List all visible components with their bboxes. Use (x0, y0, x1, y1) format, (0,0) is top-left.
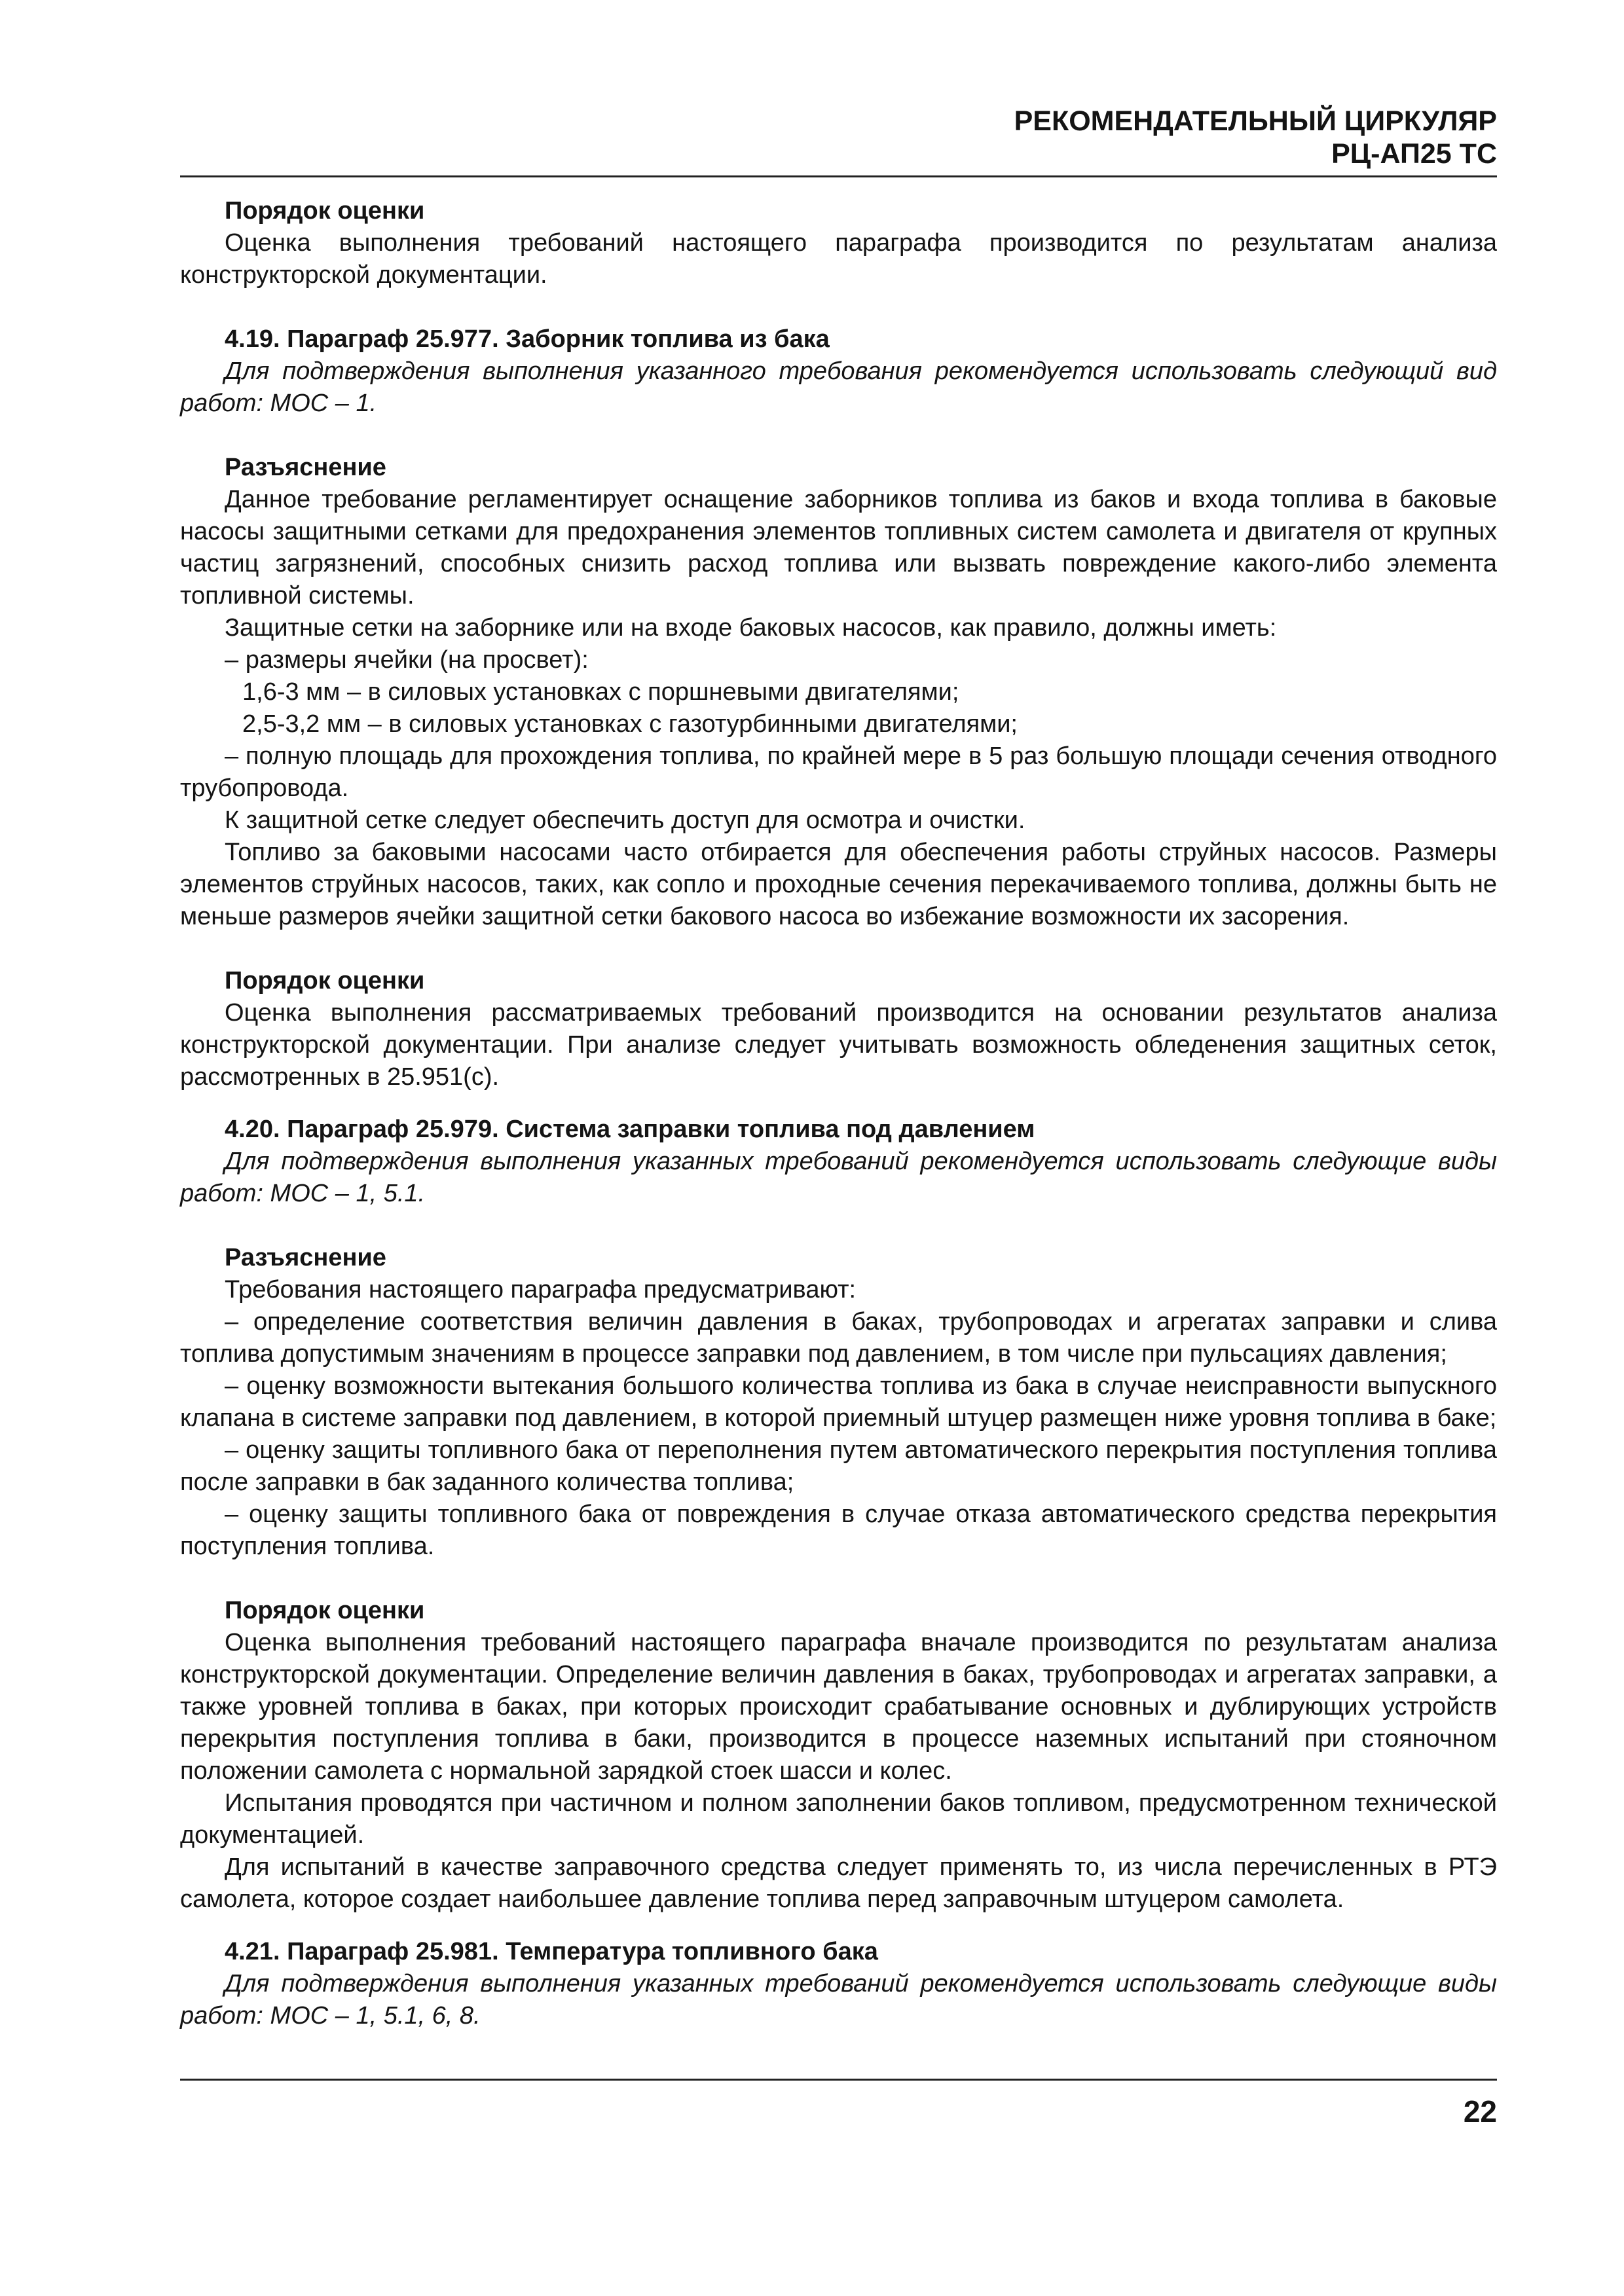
section-4-20-explanation-heading: Разъяснение (225, 1244, 386, 1271)
section-4-19-evaluation-text: Оценка выполнения рассматриваемых требований производится на основании результатов анализа конструкторской документации. При анализе следует учитывать возможность обледенения защитных сеток, рассмотренных в 25.951(с). (180, 999, 1497, 1091)
list-item: – полную площадь для прохождения топлива, по крайней мере в 5 раз большую площади сечения отводного трубопровода. (180, 742, 1497, 802)
section-4-19-paragraph: Защитные сетки на заборнике или на входе баковых насосов, как правило, должны иметь: (225, 614, 1277, 642)
section-4-20-requirement: Для подтверждения выполнения указанных требований рекомендуется использовать следующие виды работ: МОС – 1, 5.1. (180, 1148, 1497, 1207)
section-4-20-title: 4.20. Параграф 25.979. Система заправки топлива под давлением (225, 1116, 1035, 1143)
section-4-20-paragraph: Требования настоящего параграфа предусматривают: (225, 1276, 857, 1303)
evaluation-text: Оценка выполнения требований настоящего параграфа производится по результатам анализа конструкторской документации. (180, 229, 1497, 289)
section-4-20-evaluation-text: Оценка выполнения требований настоящего параграфа вначале производится по результатам анализа конструкторской документации. Определение величин давления в баках, трубопроводах и агрегатах заправки, а также уровней топлива в баках, при которых происходит срабатывание основных и дублирующих устройств перекрытия поступления топлива в баки, производится в процессе наземных испытаний при стояночном положении самолета с нормальной зарядкой стоек шасси и колес. (180, 1629, 1497, 1785)
header-code: РЦ-АП25 ТС (1331, 138, 1497, 170)
section-4-19-title: 4.19. Параграф 25.977. Заборник топлива из бака (225, 325, 830, 353)
header-title: РЕКОМЕНДАТЕЛЬНЫЙ ЦИРКУЛЯР (1014, 105, 1497, 137)
section-4-20-evaluation-heading: Порядок оценки (225, 1597, 425, 1624)
section-4-19-explanation-heading: Разъяснение (225, 454, 386, 481)
section-4-19-paragraph: Топливо за баковыми насосами часто отбирается для обеспечения работы струйных насосов. Размеры элементов струйных насосов, таких, как сопло и проходные сечения перекачиваемого топлива, должны быть не меньше размеров ячейки защитной сетки бакового насоса во избежание возможности их засорения. (180, 839, 1497, 930)
list-subitem: 1,6-3 мм – в силовых установках с поршневыми двигателями; (242, 678, 959, 706)
list-item: – оценку возможности вытекания большого количества топлива из бака в случае неисправности выпускного клапана в системе заправки под давлением, в которой приемный штуцер размещен ниже уровня топлива в баке; (180, 1372, 1497, 1432)
document-body (180, 195, 1497, 2032)
list-item: – определение соответствия величин давления в баках, трубопроводах и агрегатах заправки и слива топлива допустимым значениям в процессе заправки под давлением, в том числе при пульсациях давления; (180, 1308, 1497, 1368)
footer-divider (180, 2079, 1497, 2081)
section-4-19-evaluation-heading: Порядок оценки (225, 967, 425, 994)
evaluation-heading: Порядок оценки (225, 197, 425, 225)
section-4-19-paragraph: Данное требование регламентирует оснащение заборников топлива из баков и входа топлива в баковые насосы защитными сетками для предохранения элементов топливных систем самолета и двигателя от крупных частиц загрязнений, способных снизить расход топлива или вызвать повреждение какого-либо элемента топливной системы. (180, 486, 1497, 610)
section-4-21-requirement: Для подтверждения выполнения указанных требований рекомендуется использовать следующие виды работ: МОС – 1, 5.1, 6, 8. (180, 1970, 1497, 2030)
page-number: 22 (1463, 2094, 1497, 2128)
list-item: – размеры ячейки (на просвет): (225, 646, 589, 674)
section-4-19-paragraph: К защитной сетке следует обеспечить доступ для осмотра и очистки. (225, 807, 1025, 834)
document-header (180, 105, 1497, 170)
header-divider (180, 175, 1497, 177)
section-4-21-title: 4.21. Параграф 25.981. Температура топливного бака (225, 1938, 878, 1965)
list-item: – оценку защиты топливного бака от переполнения путем автоматического перекрытия поступления топлива после заправки в бак заданного количества топлива; (180, 1436, 1497, 1496)
section-4-20-evaluation-text: Для испытаний в качестве заправочного средства следует применять то, из числа перечисленных в РТЭ самолета, которое создает наибольшее давление топлива перед заправочным штуцером самолета. (180, 1853, 1497, 1913)
section-4-20-evaluation-text: Испытания проводятся при частичном и полном заполнении баков топливом, предусмотренном технической документацией. (180, 1789, 1497, 1849)
list-item: – оценку защиты топливного бака от повреждения в случае отказа автоматического средства перекрытия поступления топлива. (180, 1501, 1497, 1560)
list-subitem: 2,5-3,2 мм – в силовых установках с газотурбинными двигателями; (242, 710, 1018, 738)
section-4-19-requirement: Для подтверждения выполнения указанного требования рекомендуется использовать следующий вид работ: МОС – 1. (180, 357, 1497, 417)
